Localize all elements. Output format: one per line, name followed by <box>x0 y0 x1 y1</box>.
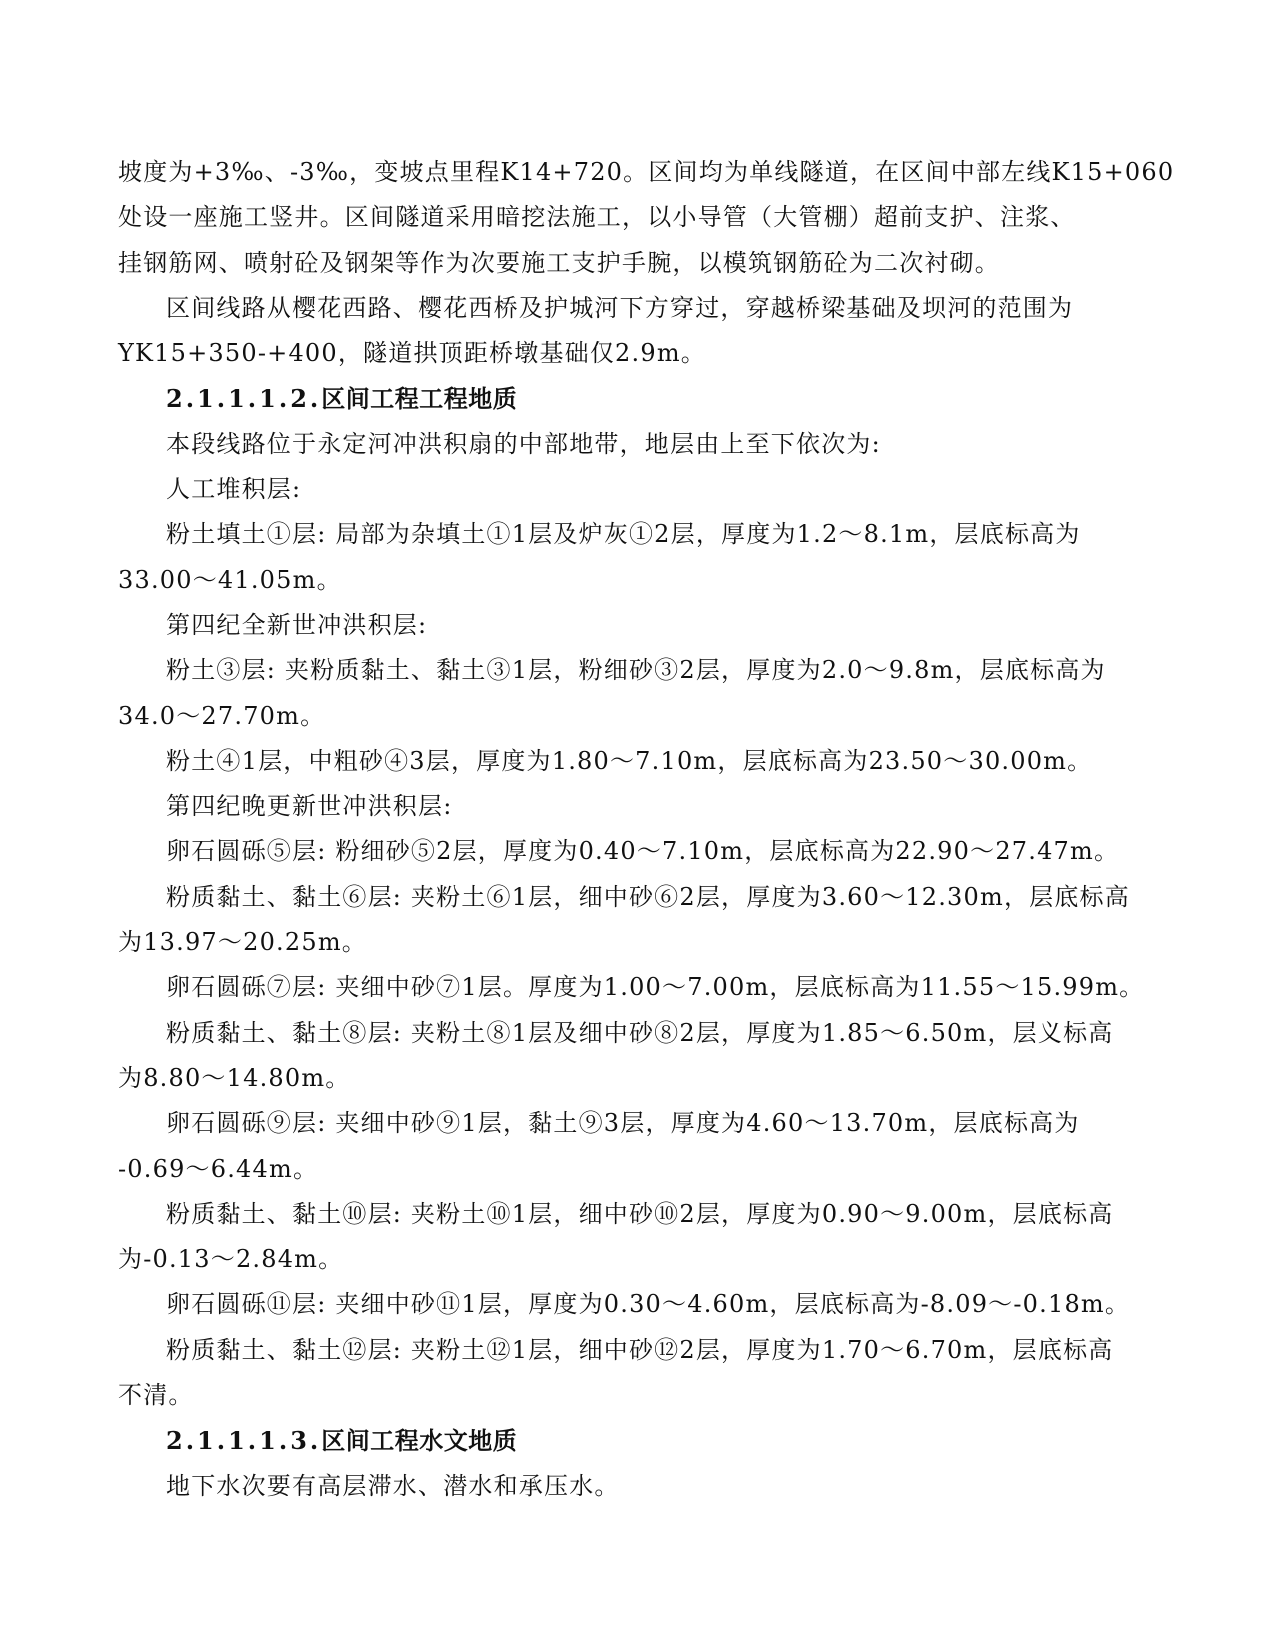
paragraph-line: 区间线路从樱花西路、樱花西桥及护城河下方穿过，穿越桥梁基础及坝河的范围为 <box>166 293 1074 322</box>
section-heading <box>118 376 1158 421</box>
paragraph-line: 为8.80～14.80m。 <box>118 1063 351 1092</box>
section-title: 区间工程工程地质 <box>321 385 518 414</box>
paragraph-line: 粉质黏土、黏土⑧层: 夹粉土⑧1层及细中砂⑧2层，厚度为1.85～6.50m，层义标高 <box>166 1018 1114 1047</box>
section-number: 2.1.1.1.3. <box>166 1426 322 1456</box>
paragraph-line: 为13.97～20.25m。 <box>118 928 367 957</box>
paragraph-line: 粉土④1层，中粗砂④3层，厚度为1.80～7.10m，层底标高为23.50～30.00m。 <box>166 746 1093 775</box>
paragraph-line: 处设一座施工竖井。区间隧道采用暗挖法施工，以小导管（大管棚）超前支护、注浆、 <box>118 203 1076 232</box>
paragraph-line: 粉土填土①层: 局部为杂填土①1层及炉灰①2层，厚度为1.2～8.1m，层底标高为 <box>166 520 1081 549</box>
paragraph-line: 第四纪全新世冲洪积层: <box>166 610 428 639</box>
paragraph-line: 粉质黏土、黏土⑥层: 夹粉土⑥1层，细中砂⑥2层，厚度为3.60～12.30m，层底标高 <box>166 882 1130 911</box>
section-number: 2.1.1.1.2. <box>166 384 322 414</box>
paragraph-line: 卵石圆砾⑦层: 夹细中砂⑦1层。厚度为1.00～7.00m，层底标高为11.55～15.99m。 <box>166 973 1145 1002</box>
paragraph-line: 第四纪晚更新世冲洪积层: <box>166 792 453 821</box>
paragraph-line: 粉质黏土、黏土⑫层: 夹粉土⑫1层，细中砂⑫2层，厚度为1.70～6.70m，层底标高 <box>166 1335 1114 1364</box>
section-heading <box>118 1418 1158 1463</box>
paragraph-line: 卵石圆砾⑪层: 夹细中砂⑪1层，厚度为0.30～4.60m，层底标高为-8.09～-0.18m。 <box>166 1290 1131 1319</box>
paragraph-line: 挂钢筋网、喷射砼及钢架等作为次要施工支护手腕，以模筑钢筋砼为二次衬砌。 <box>118 248 1000 277</box>
paragraph-line: 地下水次要有高层滞水、潜水和承压水。 <box>166 1471 620 1500</box>
paragraph-line: 34.0～27.70m。 <box>118 701 326 730</box>
paragraph-line: 卵石圆砾⑨层: 夹细中砂⑨1层，黏土⑨3层，厚度为4.60～13.70m，层底标高为 <box>166 1109 1080 1138</box>
section-title: 区间工程水文地质 <box>321 1427 518 1456</box>
paragraph-line: 不清。 <box>118 1381 194 1410</box>
paragraph-line: 粉质黏土、黏土⑩层: 夹粉土⑩1层，细中砂⑩2层，厚度为0.90～9.00m，层底标高 <box>166 1199 1114 1228</box>
paragraph-line: 33.00～41.05m。 <box>118 565 342 594</box>
paragraph-line: 坡度为+3‰、-3‰，变坡点里程K14+720。区间均为单线隧道，在区间中部左线K15+060 <box>118 158 1175 186</box>
document-page <box>118 150 1175 1509</box>
paragraph-line: 为-0.13～2.84m。 <box>118 1245 344 1274</box>
paragraph-line: 卵石圆砾⑤层: 粉细砂⑤2层，厚度为0.40～7.10m，层底标高为22.90～27.47m。 <box>166 837 1120 866</box>
paragraph-line: 粉土③层: 夹粉质黏土、黏土③1层，粉细砂③2层，厚度为2.0～9.8m，层底标高为 <box>166 656 1106 685</box>
paragraph-line: 人工堆积层: <box>166 475 302 504</box>
paragraph-line: 本段线路位于永定河冲洪积扇的中部地带，地层由上至下依次为: <box>166 429 881 458</box>
paragraph-line: YK15+350-+400，隧道拱顶距桥墩基础仅2.9m。 <box>118 339 706 368</box>
paragraph-line: -0.69～6.44m。 <box>118 1154 319 1183</box>
